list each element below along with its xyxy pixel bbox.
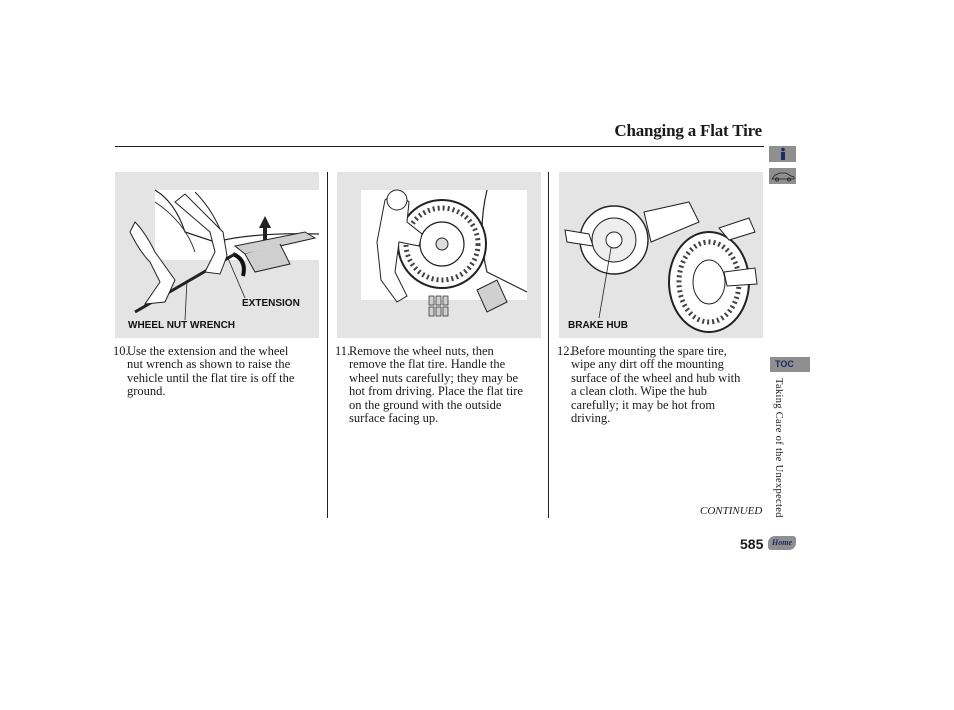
continued-note: CONTINUED [700, 505, 763, 517]
brake-hub-illustration [559, 172, 763, 338]
step-line: a clean cloth. Wipe the hub [571, 384, 708, 399]
up-arrow-icon [263, 226, 267, 240]
column-divider [548, 172, 549, 518]
step-line: nut wrench as shown to raise the [127, 357, 291, 372]
section-tab-label[interactable]: Taking Care of the Unexpected [773, 378, 784, 518]
step-number: 10. [113, 344, 129, 358]
car-icon [769, 168, 796, 184]
step-line: remove the flat tire. Handle the [349, 357, 506, 372]
info-icon [769, 146, 796, 162]
step-line: Remove the wheel nuts, then [349, 344, 494, 358]
step-line: Before mounting the spare tire, [571, 344, 727, 358]
step-line: wipe any dirt off the mounting [571, 357, 724, 372]
column-divider [327, 172, 328, 518]
brake-hub-label: BRAKE HUB [568, 320, 628, 331]
step-line: carefully; it may be hot from [571, 397, 716, 412]
home-button[interactable]: Home [768, 536, 796, 550]
wheel-nut-wrench-label: WHEEL NUT WRENCH [128, 320, 236, 331]
vehicle-index-button[interactable] [769, 168, 796, 184]
figure-remove-tire [337, 172, 541, 338]
figure-mount-spare [559, 172, 763, 338]
step-line: driving. [571, 411, 611, 426]
step-line: vehicle until the flat tire is off the [127, 370, 295, 385]
jack-wrench-illustration [115, 172, 319, 338]
step-number: 12. [557, 344, 573, 358]
step-line: hot from driving. Place the flat tire [349, 384, 523, 399]
step-line: Use the extension and the wheel [127, 344, 289, 358]
step-line: wheel nuts carefully; they may be [349, 370, 519, 385]
figure-raise-vehicle [115, 172, 319, 338]
extension-label: EXTENSION [242, 298, 300, 309]
step-line: surface facing up. [349, 411, 439, 426]
step-line: ground. [127, 384, 166, 399]
step-number: 11. [335, 344, 351, 358]
remove-tire-illustration [337, 172, 541, 338]
info-button[interactable] [769, 146, 796, 162]
page-number: 585 [740, 536, 764, 552]
toc-button[interactable]: TOC [770, 357, 810, 372]
step-line: surface of the wheel and hub with [571, 370, 741, 385]
step-line: on the ground with the outside [349, 397, 502, 412]
page-title: Changing a Flat Tire [614, 121, 762, 140]
title-rule [115, 146, 764, 147]
